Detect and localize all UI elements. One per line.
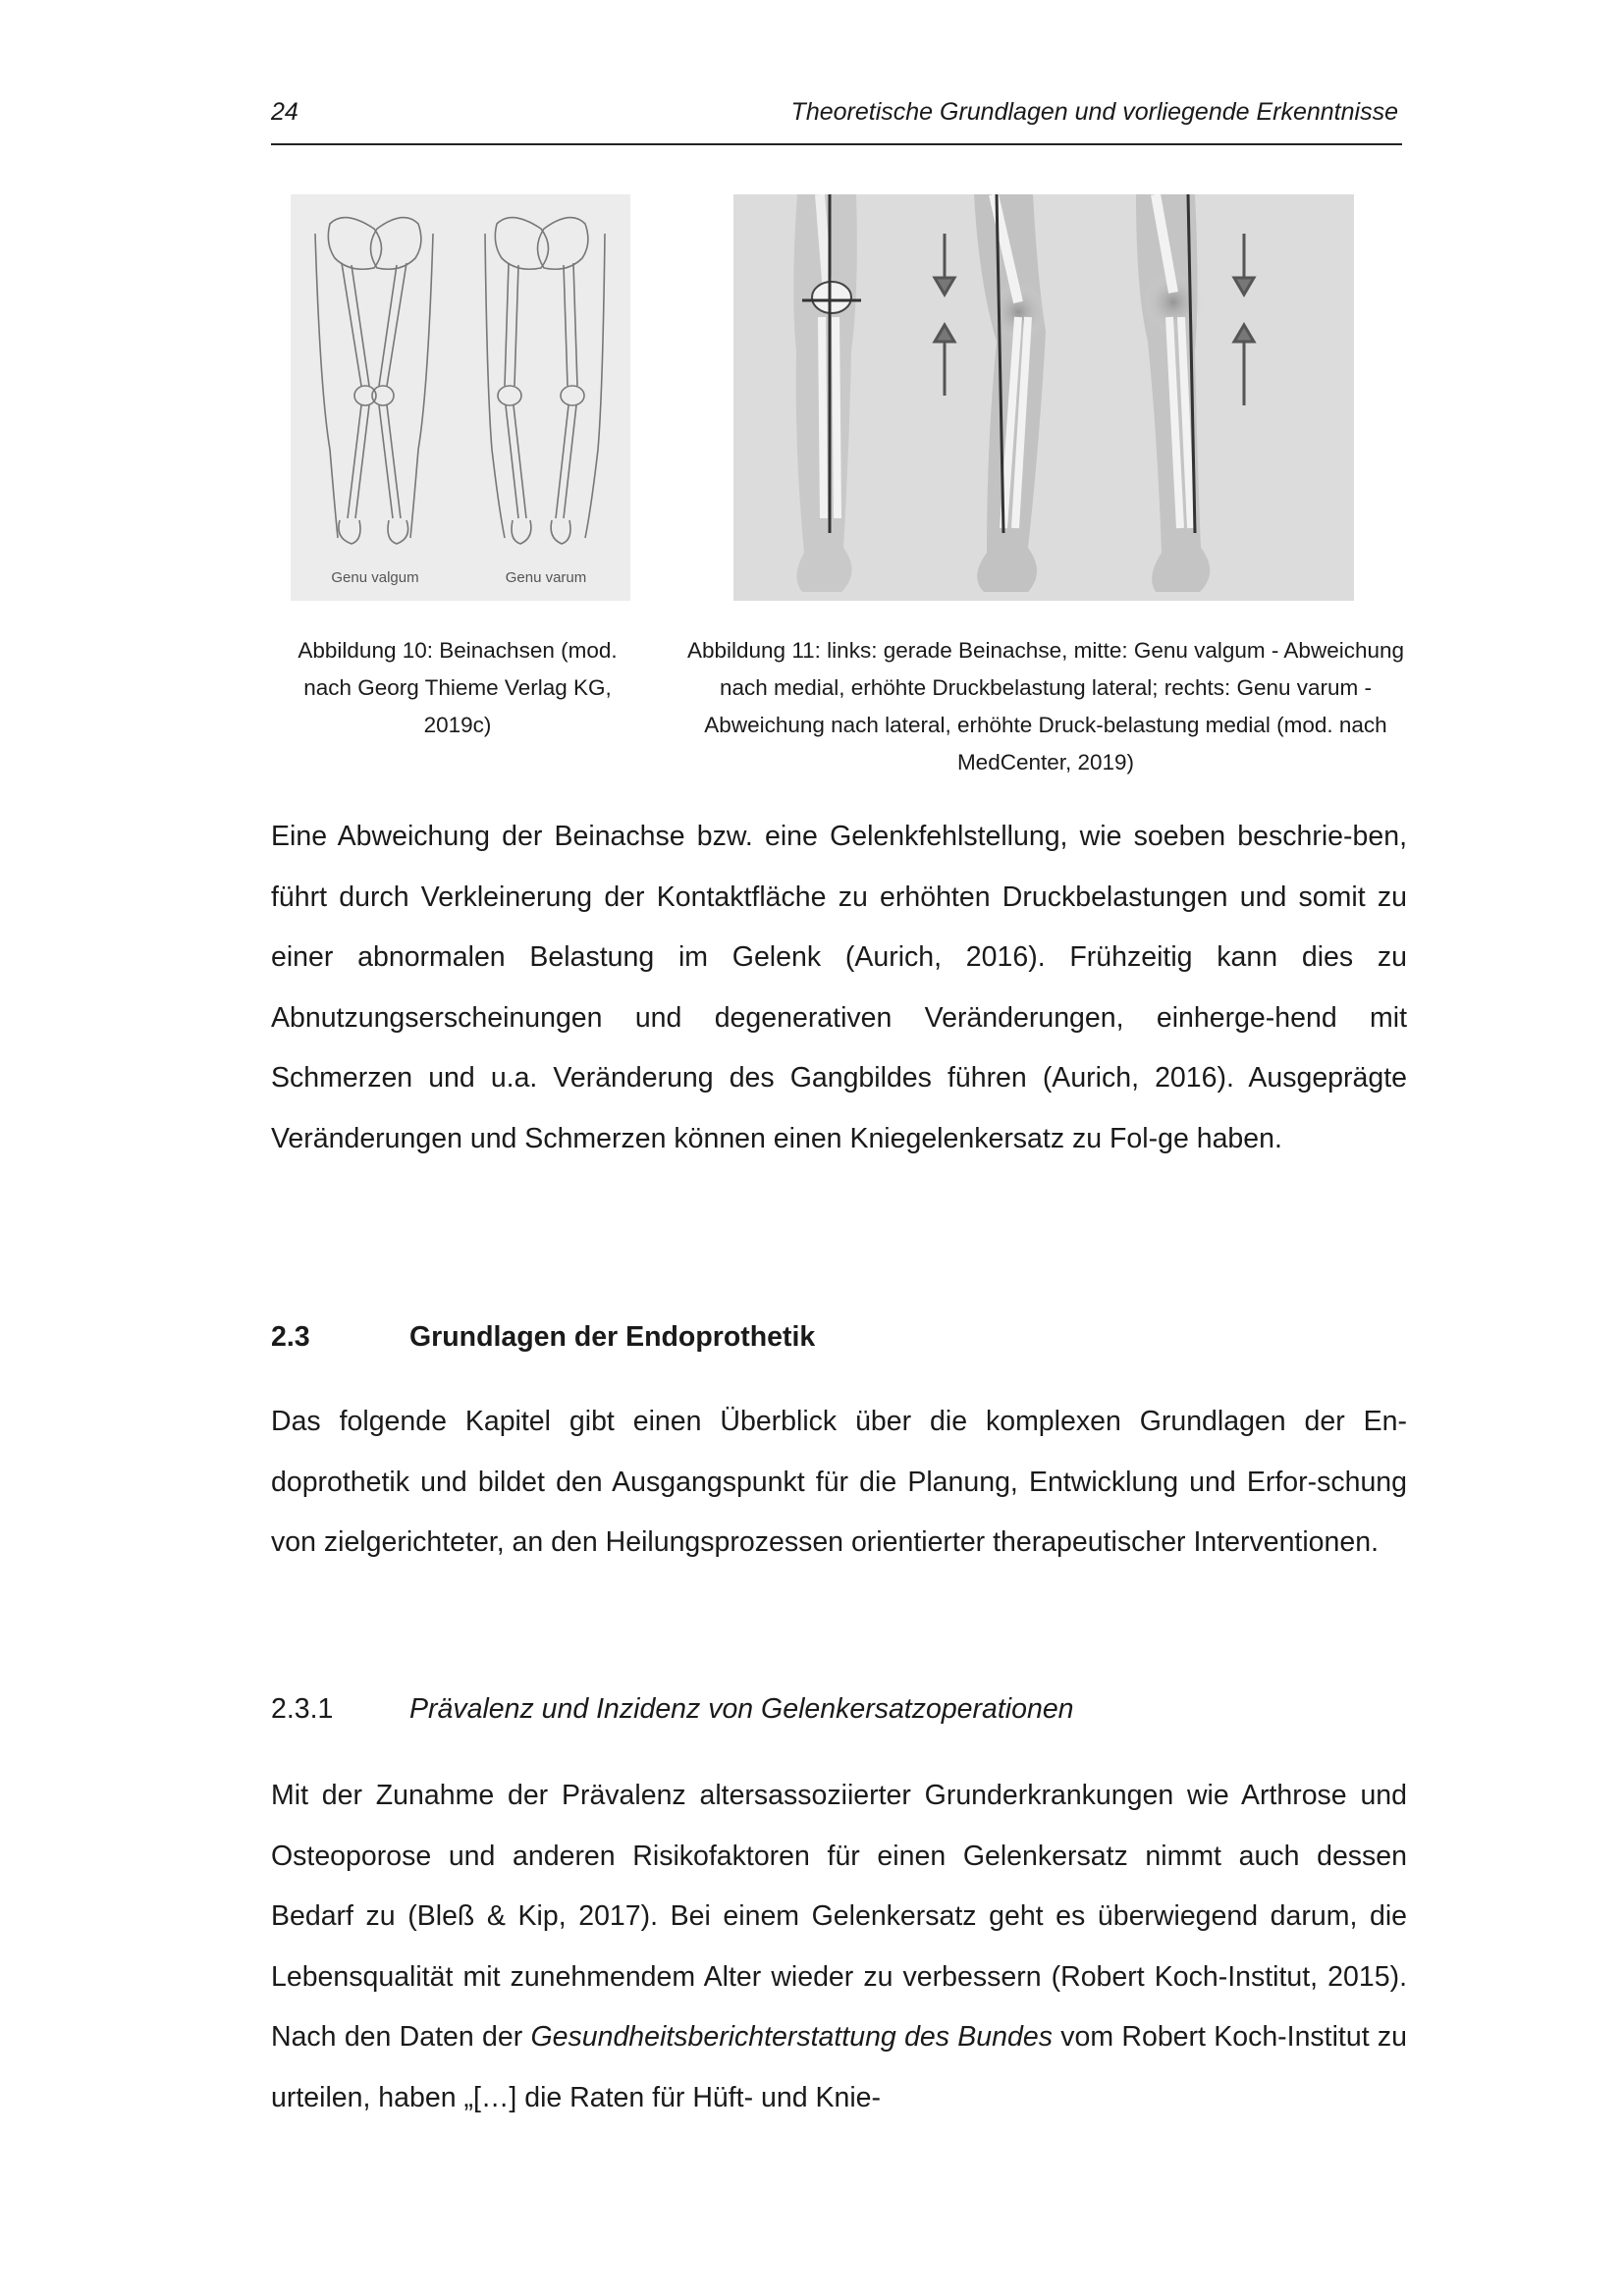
- section-number: 2.3: [271, 1321, 310, 1353]
- figure-10-caption: Abbildung 10: Beinachsen (mod. nach Georg Thieme Verlag KG, 2019c): [298, 638, 618, 737]
- page-number: 24: [271, 98, 298, 126]
- subsection-title: Prävalenz und Inzidenz von Gelenkersatzoperationen: [409, 1693, 1074, 1725]
- paragraph-prevalence-text-1: Mit der Zunahme der Prävalenz altersassoziierter Grunderkrankungen wie Arthrose und Osteoporose und anderen Risikofaktoren für einen Gelenkersatz nimmt auch dessen Bedarf zu (Bleß & Kip, 2017). Bei einem Gelenkersatz geht es überwiegend darum, die Lebensqualität mit zunehmendem Alter wieder zu verbessern (Robert Koch-Institut, 2015). Nach den Daten der: [271, 1780, 1407, 2053]
- leg-axis-comparison-illustration: [733, 194, 1354, 601]
- paragraph-chapter-overview: Das folgende Kapitel gibt einen Überblick über die komplexen Grundlagen der En-doprothetik und bildet den Ausgangspunkt für die Planung, Entwicklung und Erfor-schung von zielgerichteter, an den Heilungsprozessen orientierter therapeutischer Interventionen.: [271, 1406, 1407, 1558]
- subsection-number: 2.3.1: [271, 1693, 334, 1725]
- leg-axes-illustration: [291, 194, 630, 601]
- paragraph-prevalence-text-2: vom Robert Koch-Institut zu urteilen, haben „[…] die Raten für Hüft- und Knie-: [271, 2021, 1407, 2113]
- paragraph-prevalence-italic: Gesundheitsberichterstattung des Bundes: [530, 2021, 1053, 2053]
- paragraph-prevalence: [271, 1766, 1407, 2128]
- figure-11-caption: Abbildung 11: links: gerade Beinachse, mitte: Genu valgum - Abweichung nach medial, erhöhte Druckbelastung lateral; rechts: Genu varum - Abweichung nach lateral, erhöhte Druck-belastung medial (mod. nach MedCenter, 2019): [686, 638, 1405, 774]
- figure-leg-axis-comparison: [733, 194, 1354, 601]
- paragraph-leg-axis-deviation: Eine Abweichung der Beinachse bzw. eine Gelenkfehlstellung, wie soeben beschrie-ben, führt durch Verkleinerung der Kontaktfläche zu erhöhten Druckbelastungen und somit zu einer abnormalen Belastung im Gelenk (Aurich, 2016). Frühzeitig kann dies zu Abnutzungserscheinungen und degenerativen Veränderungen, einherge-hend mit Schmerzen und u.a. Veränderung des Gangbildes führen (Aurich, 2016). Ausgeprägte Veränderungen und Schmerzen können einen Kniegelenkersatz zu Fol-ge haben.: [271, 821, 1407, 1154]
- figure-leg-axes: [291, 194, 630, 601]
- section-title: Grundlagen der Endoprothetik: [409, 1321, 816, 1353]
- running-header: [271, 98, 1402, 145]
- running-title: Theoretische Grundlagen und vorliegende Erkenntnisse: [790, 98, 1398, 126]
- fig10-label-genu-valgum: Genu valgum: [331, 569, 419, 586]
- fig10-label-genu-varum: Genu varum: [505, 569, 587, 586]
